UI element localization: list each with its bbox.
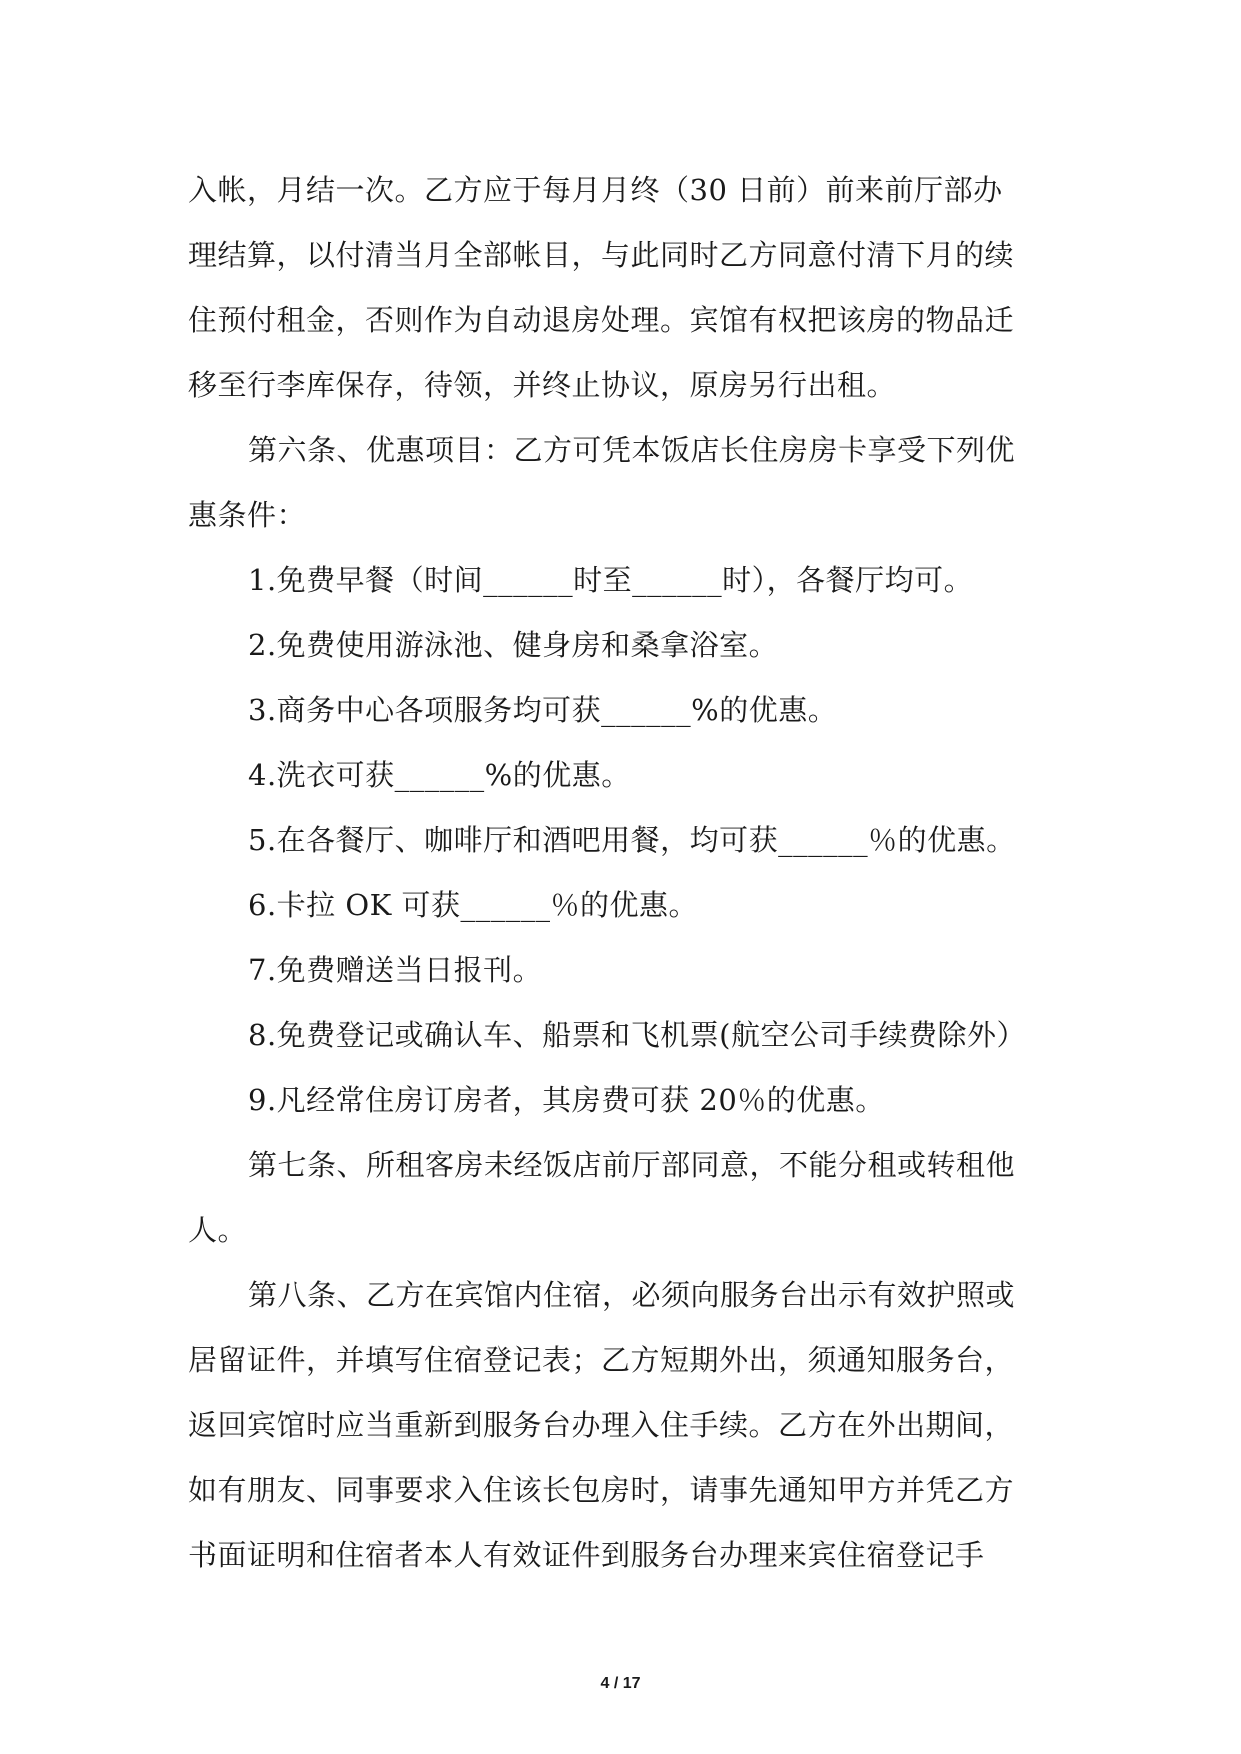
list-item-2: 2.免费使用游泳池、健身房和桑拿浴室。 xyxy=(248,628,779,662)
list-item-9: 9.凡经常住房订房者，其房费可获 20％的优惠。 xyxy=(248,1083,885,1117)
text-line: 居留证件，并填写住宿登记表；乙方短期外出，须通知服务台， xyxy=(188,1343,1015,1377)
list-item-6: 6.卡拉 OK 可获______％的优惠。 xyxy=(248,888,699,922)
text-line: 惠条件： xyxy=(188,498,307,532)
list-item-8: 8.免费登记或确认车、船票和飞机票(航空公司手续费除外） xyxy=(248,1018,1026,1052)
text-line: 移至行李库保存，待领，并终止协议，原房另行出租。 xyxy=(188,368,897,402)
text-line: 返回宾馆时应当重新到服务台办理入住手续。乙方在外出期间， xyxy=(188,1408,1015,1442)
text-line: 书面证明和住宿者本人有效证件到服务台办理来宾住宿登记手 xyxy=(188,1538,985,1572)
article-7-heading: 第七条、所租客房未经饭店前厅部同意，不能分租或转租他 xyxy=(248,1148,1016,1182)
list-item-4: 4.洗衣可获______%的优惠。 xyxy=(248,758,631,792)
document-body xyxy=(188,158,1068,1588)
text-line: 住预付租金，否则作为自动退房处理。宾馆有权把该房的物品迁 xyxy=(188,303,1015,337)
list-item-1: 1.免费早餐（时间______时至______时），各餐厅均可。 xyxy=(248,563,974,597)
text-line: 理结算，以付清当月全部帐目，与此同时乙方同意付清下月的续 xyxy=(188,238,1015,272)
article-8-heading: 第八条、乙方在宾馆内住宿，必须向服务台出示有效护照或 xyxy=(248,1278,1016,1312)
text-line: 如有朋友、同事要求入住该长包房时，请事先通知甲方并凭乙方 xyxy=(188,1473,1015,1507)
list-item-5: 5.在各餐厅、咖啡厅和酒吧用餐，均可获______％的优惠。 xyxy=(248,823,1016,857)
article-6-heading: 第六条、优惠项目：乙方可凭本饭店长住房房卡享受下列优 xyxy=(248,433,1016,467)
list-item-3: 3.商务中心各项服务均可获______%的优惠。 xyxy=(248,693,838,727)
text-line: 人。 xyxy=(188,1213,248,1247)
list-item-7: 7.免费赠送当日报刊。 xyxy=(248,953,543,987)
page-number: 4 / 17 xyxy=(600,1675,641,1692)
text-line: 入帐，月结一次。乙方应于每月月终（30 日前）前来前厅部办 xyxy=(188,173,1003,207)
